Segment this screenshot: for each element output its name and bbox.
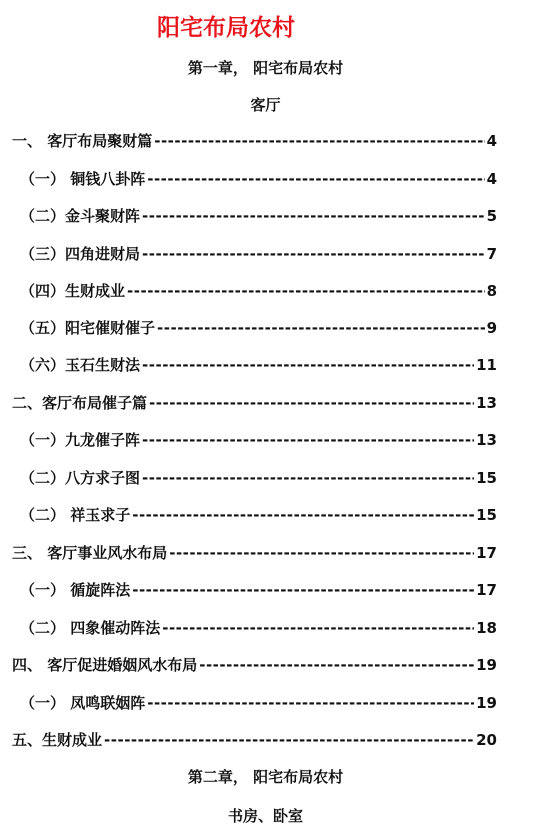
toc-entry-page: 5 [486, 207, 497, 225]
toc-dot-leader [142, 205, 485, 227]
chapter-2-heading: 第二章， 阳宅布局农村 [187, 768, 344, 786]
toc-entry-label: （二） 四象催动阵法 [20, 619, 161, 637]
toc-entry [20, 205, 497, 227]
chapter-1-section-heading: 客厅 [250, 96, 281, 114]
toc-entry-page: 4 [486, 170, 497, 188]
toc-entry [20, 467, 497, 489]
toc-entry [20, 504, 497, 526]
toc-entry-page: 13 [476, 431, 497, 449]
toc-entry-page: 13 [476, 394, 497, 412]
toc-entry-page: 19 [476, 694, 497, 712]
toc-entry-label: 五、生财成业 [12, 731, 103, 749]
toc-dot-leader [142, 243, 485, 265]
toc-entry [20, 617, 497, 639]
toc-entry-page: 17 [476, 581, 497, 599]
toc-entry-page: 17 [476, 544, 497, 562]
toc-dot-leader [199, 654, 474, 676]
toc-entry-page: 9 [486, 319, 497, 337]
toc-entry-label: （四）生财成业 [20, 282, 126, 300]
toc-entry [12, 542, 497, 564]
toc-entry-page: 8 [486, 282, 497, 300]
toc-dot-leader [142, 429, 474, 451]
toc-entry-label: 四、 客厅促进婚姻风水布局 [12, 656, 198, 674]
toc-entry-label: 二、客厅布局催子篇 [12, 394, 148, 412]
toc-entry [20, 692, 497, 714]
toc-dot-leader [132, 579, 474, 601]
toc-entry-page: 11 [476, 356, 497, 374]
toc-dot-leader [169, 542, 474, 564]
toc-entry [12, 130, 497, 152]
toc-entry-page: 19 [476, 656, 497, 674]
toc-entry [20, 168, 497, 190]
document-title: 阳宅布局农村 [157, 15, 295, 41]
toc-entry [20, 429, 497, 451]
toc-entry [20, 280, 497, 302]
toc-entry-page: 4 [486, 132, 497, 150]
toc-dot-leader [147, 692, 474, 714]
toc-dot-leader [162, 617, 474, 639]
toc-entry [12, 392, 497, 414]
toc-entry-label: （一） 凤鸣联姻阵 [20, 694, 146, 712]
toc-entry-label: （二） 祥玉求子 [20, 506, 131, 524]
toc-entry-page: 15 [476, 469, 497, 487]
toc-entry-label: （五）阳宅催财催子 [20, 319, 156, 337]
toc-dot-leader [147, 168, 484, 190]
toc-entry [12, 729, 497, 751]
toc-entry [20, 243, 497, 265]
toc-entry-label: 一、 客厅布局聚财篇 [12, 132, 153, 150]
toc-entry-label: 三、 客厅事业风水布局 [12, 544, 168, 562]
toc-entry-page: 18 [476, 619, 497, 637]
toc-entry-label: （一） 循旋阵法 [20, 581, 131, 599]
toc-entry [20, 317, 497, 339]
toc-entry-label: （一）九龙催子阵 [20, 431, 141, 449]
toc-entry [20, 354, 497, 376]
toc-dot-leader [142, 354, 474, 376]
toc-entry-page: 20 [476, 731, 497, 749]
chapter-1-heading: 第一章， 阳宅布局农村 [187, 59, 344, 77]
toc-dot-leader [157, 317, 485, 339]
toc-entry-label: （六）玉石生财法 [20, 356, 141, 374]
toc-dot-leader [104, 729, 474, 751]
toc-entry [20, 579, 497, 601]
toc-entry-label: （一） 铜钱八卦阵 [20, 170, 146, 188]
chapter-2-section-heading: 书房、卧室 [227, 807, 303, 825]
toc-entry-label: （二）八方求子图 [20, 469, 141, 487]
toc-entry-label: （二）金斗聚财阵 [20, 207, 141, 225]
toc-dot-leader [127, 280, 485, 302]
toc-entry-label: （三）四角进财局 [20, 245, 141, 263]
toc-entry [12, 654, 497, 676]
toc-entry-page: 7 [486, 245, 497, 263]
toc-dot-leader [154, 130, 484, 152]
toc-dot-leader [132, 504, 474, 526]
toc-entry-page: 15 [476, 506, 497, 524]
toc-dot-leader [142, 467, 474, 489]
toc-dot-leader [149, 392, 474, 414]
